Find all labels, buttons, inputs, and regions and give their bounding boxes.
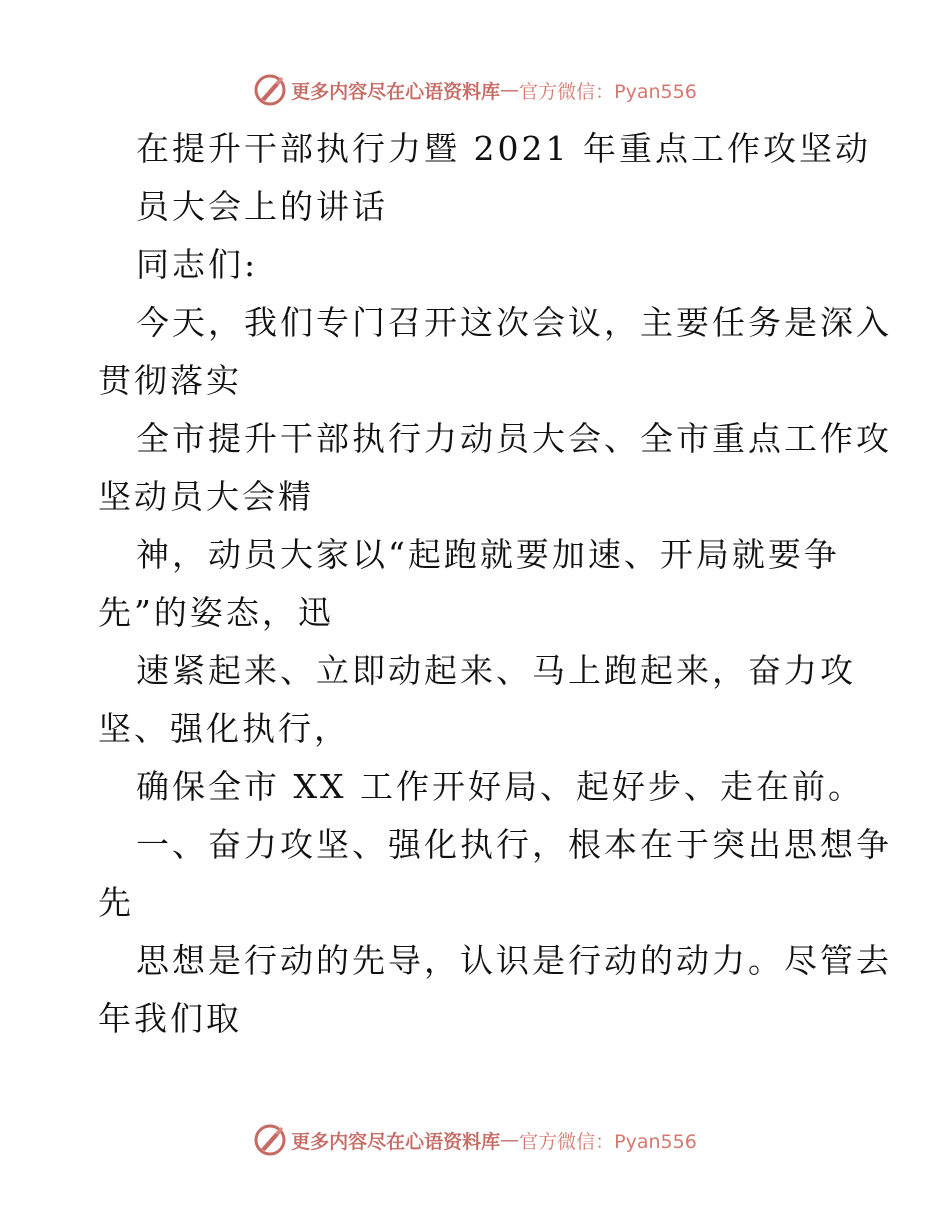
body-line: 今天，我们专门召开这次会议，主要任务是深入	[136, 303, 892, 342]
watermark-footer	[0, 1120, 950, 1160]
watermark-prefix: 更多内容尽在心语资料库	[291, 80, 501, 103]
body-line: 贯彻落实	[98, 361, 242, 400]
body-line: 速紧起来、立即动起来、马上跑起来，奋力攻	[136, 651, 856, 690]
document-body	[98, 120, 892, 1048]
title-line: 员大会上的讲话	[136, 187, 388, 226]
body-line: 确保全市 XX 工作开好局、起好步、走在前。	[136, 767, 864, 806]
paragraph-lines	[98, 294, 892, 1048]
watermark-wechat: 官方微信：Pyan556	[519, 80, 697, 103]
body-line: 坚、强化执行，	[98, 709, 350, 748]
body-line: 神，动员大家以“起跑就要加速、开局就要争	[136, 535, 840, 574]
body-line: 坚动员大会精	[98, 477, 314, 516]
quill-logo-icon	[253, 73, 287, 107]
body-line: 全市提升干部执行力动员大会、全市重点工作攻	[136, 419, 892, 458]
quill-logo-icon	[253, 1123, 287, 1157]
body-line: 先	[98, 883, 134, 922]
body-line: 先”的姿态，迅	[98, 593, 334, 632]
body-line: 年我们取	[98, 999, 242, 1038]
body-line: 一、奋力攻坚、强化执行，根本在于突出思想争	[136, 825, 892, 864]
watermark-dash: —	[500, 1129, 520, 1151]
title-line: 在提升干部执行力暨 2021 年重点工作攻坚动	[136, 129, 871, 168]
watermark-header	[0, 70, 950, 110]
watermark-wechat: 官方微信：Pyan556	[519, 1130, 697, 1153]
body-line: 思想是行动的先导，认识是行动的动力。尽管去	[136, 941, 892, 980]
greeting: 同志们:	[136, 245, 259, 284]
watermark-dash: —	[500, 79, 520, 101]
watermark-prefix: 更多内容尽在心语资料库	[291, 1130, 501, 1153]
